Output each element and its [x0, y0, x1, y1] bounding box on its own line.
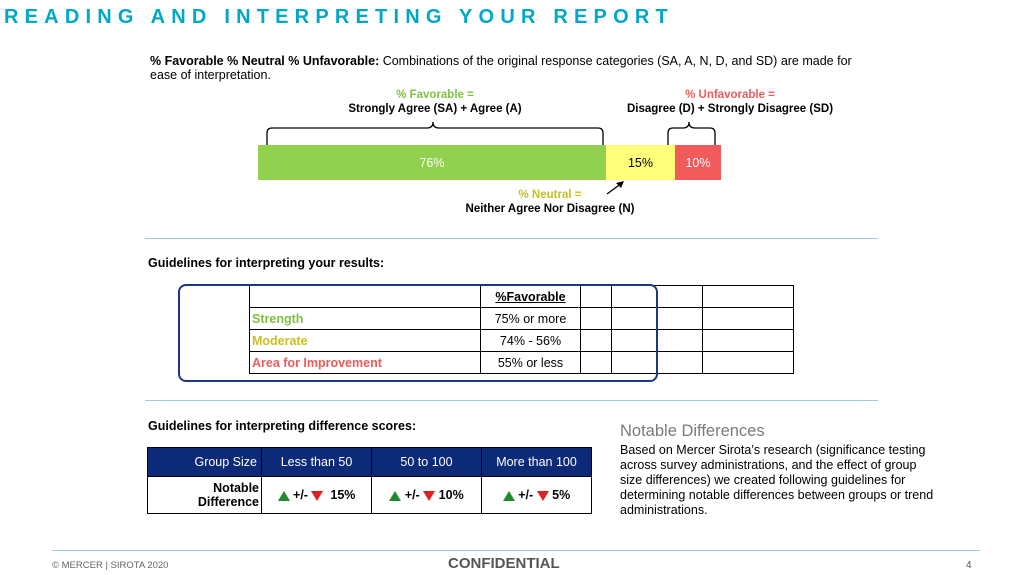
neutral-segment: 15%	[606, 145, 675, 180]
guidelines-title: Guidelines for interpreting your results:	[148, 256, 385, 270]
copyright: © MERCER | SIROTA 2020	[52, 560, 169, 571]
page-number: 4	[966, 560, 972, 571]
favorable-header: %Favorable	[481, 286, 581, 308]
intro-bold: % Favorable % Neutral % Unfavorable:	[150, 54, 380, 68]
favorable-label: % Favorable =	[396, 89, 474, 101]
intro-text	[150, 54, 880, 82]
unfavorable-label: % Unfavorable =	[685, 89, 775, 101]
down-arrow-icon	[311, 491, 323, 501]
moderate-label: Moderate	[250, 330, 481, 352]
down-arrow-icon	[423, 491, 435, 501]
gt100-cell: +/- 5%	[482, 477, 592, 514]
up-arrow-icon	[503, 491, 515, 501]
moderate-value: 74% - 56%	[481, 330, 581, 352]
table-header-row	[148, 448, 592, 477]
up-arrow-icon	[389, 491, 401, 501]
50to100-cell: +/- 10%	[372, 477, 482, 514]
unfavorable-def: Disagree (D) + Strongly Disagree (SD)	[626, 103, 834, 115]
down-arrow-icon	[537, 491, 549, 501]
unfavorable-brace	[668, 122, 715, 145]
lt50-value: 15%	[330, 488, 356, 502]
neutral-def: Neither Agree Nor Disagree (N)	[465, 203, 635, 215]
confidential-label: CONFIDENTIAL	[448, 555, 560, 572]
gt100-value: 5%	[552, 488, 571, 502]
table-row	[148, 477, 592, 514]
lt50-cell: +/- 15%	[262, 477, 372, 514]
lt50-header: Less than 50	[262, 448, 372, 477]
difference-table	[147, 447, 592, 514]
notable-title: Notable Differences	[620, 422, 765, 440]
50to100-value: 10%	[438, 488, 464, 502]
brace-lines	[255, 112, 725, 148]
50to100-header: 50 to 100	[372, 448, 482, 477]
gt100-header: More than 100	[482, 448, 592, 477]
unfavorable-segment: 10%	[675, 145, 721, 180]
page-title: READING AND INTERPRETING YOUR REPORT	[4, 6, 674, 28]
improvement-value: 55% or less	[481, 352, 581, 374]
section-divider	[145, 238, 878, 239]
favorable-segment: 76%	[258, 145, 606, 180]
group-size-header: Group Size	[148, 448, 262, 477]
neutral-definition	[440, 188, 660, 216]
improvement-label: Area for Improvement	[250, 352, 481, 374]
notable-difference-label: Notable Difference	[148, 477, 262, 514]
notable-text: Based on Mercer Sirota’s research (significance testing across survey administrations, and the effect of group size differences) we created following guidelines for determining notable differences between groups or trend administrations.	[620, 443, 934, 517]
favorable-brace	[267, 122, 603, 145]
intro-body: Combinations of the original response categories (SA, A, N, D, and SD) are made for ease of interpretation.	[150, 54, 852, 82]
up-arrow-icon	[278, 491, 290, 501]
neutral-label: % Neutral =	[518, 189, 582, 201]
section-divider-2	[145, 400, 878, 401]
footer-divider	[52, 550, 980, 551]
strength-label: Strength	[250, 308, 481, 330]
difference-title: Guidelines for interpreting difference scores:	[148, 419, 417, 433]
strength-value: 75% or more	[481, 308, 581, 330]
favorable-def: Strongly Agree (SA) + Agree (A)	[348, 103, 522, 115]
highlight-box	[178, 284, 658, 382]
